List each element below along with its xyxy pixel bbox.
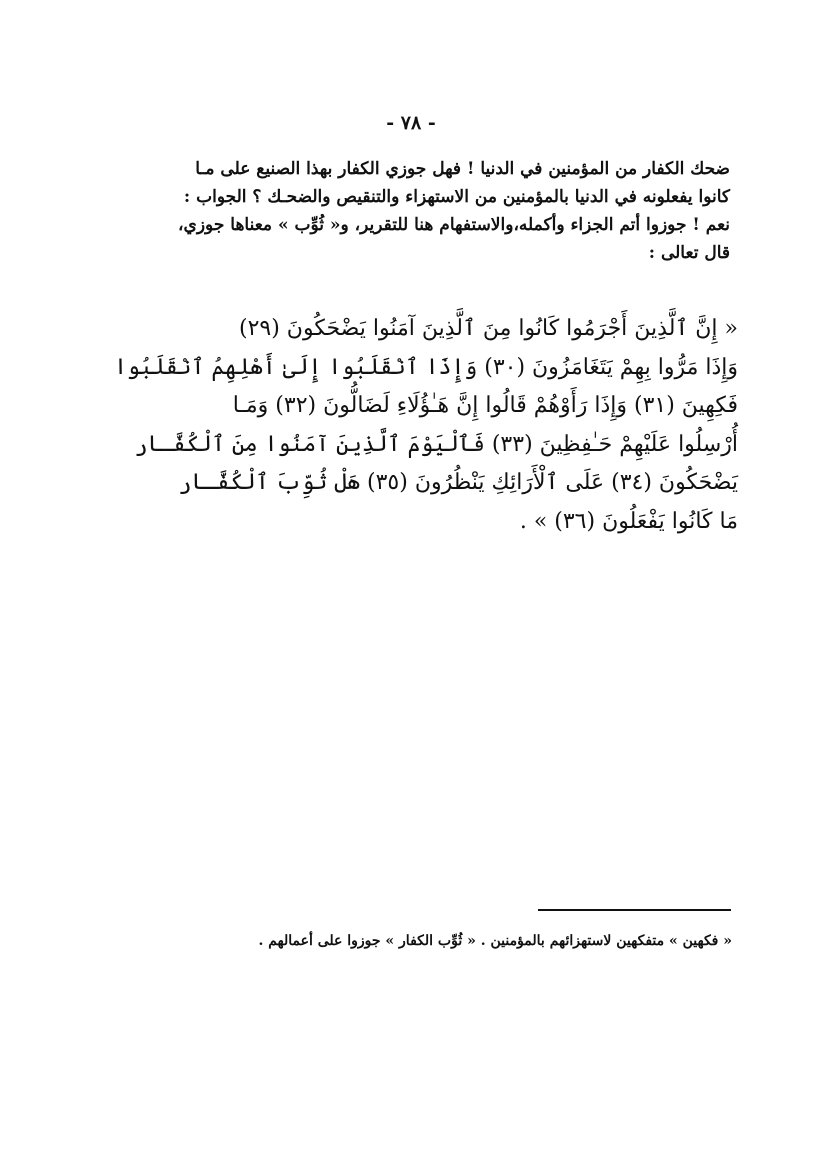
- footnote: « فكهين » متفكهين لاستهزائهم بالمؤمنين . « ثُوِّب الكفار » جوزوا على أعمالهم .: [258, 933, 732, 949]
- verse-line: فَكِهِينَ (٣١) وَإِذَا رَأَوْهُمْ قَالُوا إِنَّ هَـٰؤُلَاءِ لَضَالُّونَ (٣٢) وَمَـا: [232, 393, 738, 418]
- verse-line: أُرْسِلُوا عَلَيْهِمْ حَـٰفِظِينَ (٣٣) فَٱلْيَوْمَ ٱلَّذِينَ آمَنُوا مِنَ ٱلْكُفَّـار: [134, 431, 738, 457]
- quran-verse-block: [114, 310, 738, 541]
- prose-line: كانوا يفعلونه في الدنيا بالمؤمنين من الاستهزاء والتنقيص والضحـك ؟ الجواب :: [183, 187, 730, 207]
- prose-line: نعم ! جوزوا أتم الجزاء وأكمله،والاستفهام هنا للتقرير، و« ثُوِّب » معناها جوزي،: [178, 215, 730, 235]
- verse-line: يَضْحَكُونَ (٣٤) عَلَى ٱلْأَرَائِكِ يَنْظُرُونَ (٣٥) هَلْ ثُوِّبَ ٱلْكُفَّـار: [178, 470, 738, 495]
- verse-line: مَا كَانُوا يَفْعَلُونَ (٣٦) » .: [519, 508, 738, 534]
- prose-line: قال تعالى :: [648, 243, 730, 263]
- verse-line: « إِنَّ ٱلَّذِينَ أَجْرَمُوا كَانُوا مِنَ ٱلَّذِينَ آمَنُوا يَضْحَكُونَ (٢٩): [238, 316, 738, 341]
- page-number: - ٧٨ -: [386, 112, 436, 134]
- prose-line: ضحك الكفار من المؤمنين في الدنيا ! فهل جوزي الكفار بهذا الصنيع على مـا: [195, 159, 730, 179]
- footnote-divider: [538, 909, 731, 911]
- verse-line: وَإِذَا مَرُّوا بِهِمْ يَتَغَامَزُونَ (٣٠) وَإِذَا ٱنْقَلَبُوا إِلَىٰ أَهْلِهِمُ ٱنْقَلَبُوا: [114, 354, 738, 380]
- prose-paragraph: [178, 155, 730, 267]
